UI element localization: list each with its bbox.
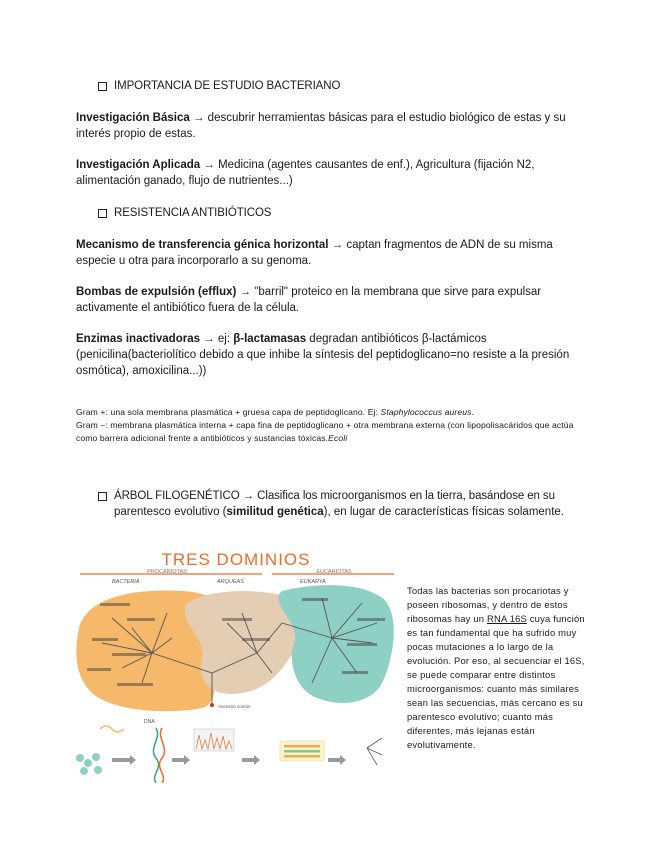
bacteria-label: BACTERIA xyxy=(112,579,140,585)
taxon-label xyxy=(342,671,368,674)
dna-helix-icon xyxy=(153,728,158,783)
section-heading-importancia xyxy=(98,80,340,92)
term: similitud genética xyxy=(226,506,324,518)
heading-text: IMPORTANCIA DE ESTUDIO BACTERIANO xyxy=(114,80,341,92)
section-heading-arbol xyxy=(98,490,555,502)
text: → captan fragmentos de ADN de su misma especie u otra para incorporarlo a su genoma. xyxy=(76,239,553,267)
alignment-row xyxy=(284,745,320,748)
dna-label: DNA xyxy=(144,719,155,725)
prokaryotes-label: PROCARIOTAS xyxy=(147,569,187,575)
taxon-label xyxy=(222,618,252,621)
taxon-label xyxy=(357,618,385,621)
cell-icon xyxy=(94,766,102,774)
paragraph-investigacion-aplicada xyxy=(76,157,576,189)
taxon-label xyxy=(242,638,270,641)
term: Bombas de expulsión (efflux) xyxy=(76,286,237,298)
gram-positive-end: . xyxy=(471,407,474,417)
heading-text: RESISTENCIA ANTIBIÓTICOS xyxy=(114,207,272,219)
taxon-label xyxy=(302,598,328,601)
term: Investigación Aplicada xyxy=(76,159,201,171)
alignment-row xyxy=(284,750,320,753)
dna-helix-icon xyxy=(159,728,164,783)
text: → ej: xyxy=(200,333,234,345)
eukaryotes-label: EUCARIOTAS xyxy=(316,569,352,575)
arrow-icon xyxy=(172,755,190,765)
taxon-label xyxy=(92,638,118,641)
taxon-label xyxy=(100,603,130,606)
rna-16s-term: RNA 16S xyxy=(487,613,527,624)
figure-title: TRES DOMINIOS xyxy=(161,550,311,569)
luca-label: Ancestro común xyxy=(218,704,251,709)
cell-icon xyxy=(76,754,84,762)
text-2: ), en lugar de características físicas solamente. xyxy=(323,506,564,518)
arrow-icon xyxy=(328,755,346,765)
eukarya-label: EUKARYA xyxy=(300,579,326,585)
arrow-icon xyxy=(242,755,260,765)
archaea-label: ARQUEAS xyxy=(217,579,244,585)
text-2: degradan antibióticos β-lactámicos (penicilina(bacteriolítico debido a que inhibe la síntesis del peptidoglicano=no resiste a la presión osmótica), amoxicilina...)) xyxy=(76,333,570,377)
gram-note xyxy=(76,406,576,445)
arrow-icon xyxy=(112,755,136,765)
three-domains-figure xyxy=(72,543,400,783)
gram-positive-example: Staphylococcus aureus xyxy=(380,407,472,417)
taxon-label xyxy=(87,668,111,671)
term: Mecanismo de transferencia génica horizontal xyxy=(76,239,329,251)
paragraph-enzimas xyxy=(76,331,576,379)
paragraph-bombas-expulsion xyxy=(76,284,576,316)
paragraph-transferencia xyxy=(76,237,576,269)
heading-text: ÁRBOL FILOGENÉTICO → Clasifica los microorganismos en la tierra, basándose en su xyxy=(114,490,555,502)
term: Investigación Básica xyxy=(76,112,190,124)
text-2: cuya función es tan fundamental que ha sufrido muy pocas mutaciones a lo largo de la evolución. Por eso, al secuenciar el 16S, se puede comparar entre distintos microorganismos: cuanto más similares sean las secuencias, más cercano es su parentesco evolutivo; cuanto más diferentes, más lejanas están evolutivamente. xyxy=(407,613,585,750)
sequencing-workflow xyxy=(76,719,382,783)
cell-icon xyxy=(80,767,88,775)
rna-16s-sidenote xyxy=(407,584,587,752)
alignment-row xyxy=(284,755,320,758)
taxon-label xyxy=(127,618,155,621)
checkbox-icon[interactable] xyxy=(98,209,107,218)
cell-icon xyxy=(84,759,92,767)
term: Enzimas inactivadoras xyxy=(76,333,200,345)
luca-node xyxy=(210,703,214,707)
cell-icon xyxy=(92,753,100,761)
arbol-line-2 xyxy=(114,506,564,518)
checkbox-icon[interactable] xyxy=(98,492,107,501)
text: → descubrir herramientas básicas para el estudio biológico de estas y su interés propio de estas. xyxy=(76,112,566,140)
text: → "barril" proteico en la membrana que sirve para expulsar activamente el antibiótico fuera de la célula. xyxy=(76,286,542,314)
gram-negative-example: Ecoli xyxy=(328,433,348,443)
text: Todas las bacterias son procariotas y poseen ribosomas, y dentro de estos ribosomas hay un xyxy=(407,585,569,624)
taxon-label xyxy=(117,683,153,686)
text: → Medicina (agentes causantes de enf.), Agricultura (fijación N2, alimentación ganado, flujo de nutrientes...) xyxy=(76,159,535,187)
paragraph-investigacion-basica xyxy=(76,110,576,142)
section-heading-resistencia xyxy=(98,207,271,219)
term-2: β-lactamasas xyxy=(233,333,307,345)
mini-tree-icon xyxy=(367,738,382,765)
dna-strand-icon xyxy=(100,726,124,732)
gram-negative-text: Gram –: membrana plasmática interna + capa fina de peptidoglicano + otra membrana externa (con lipopolisacáridos que actúa como barrera adicional frente a antibióticos y sustancias tóxicas. xyxy=(76,420,574,443)
text: parentesco evolutivo ( xyxy=(114,506,227,518)
taxon-label xyxy=(112,653,146,656)
checkbox-icon[interactable] xyxy=(98,82,107,91)
taxon-label xyxy=(347,643,377,646)
gram-positive-text: Gram +: una sola membrana plasmática + gruesa capa de peptidoglicano. Ej: xyxy=(76,407,381,417)
